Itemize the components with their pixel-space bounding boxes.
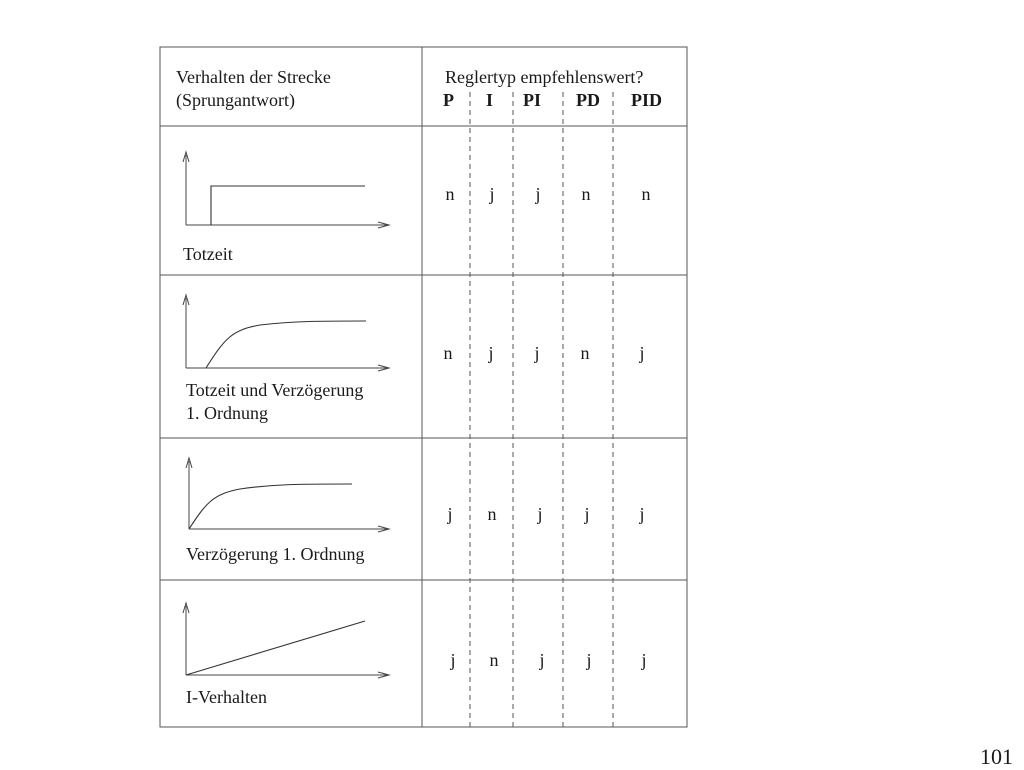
row-label: Totzeit: [183, 244, 233, 264]
header-controller-pd: PD: [576, 90, 600, 110]
header-behavior-title: Verhalten der Strecke: [176, 67, 331, 87]
header-controller-pid: PID: [631, 90, 662, 110]
page-number: 101: [980, 744, 1013, 769]
header-controller-title: Reglertyp empfehlenswert?: [445, 67, 644, 87]
recommendation-mark: j: [450, 650, 456, 670]
row-label: Totzeit und Verzögerung: [186, 380, 364, 400]
row-label: I-Verhalten: [186, 687, 267, 707]
recommendation-mark: j: [447, 504, 453, 524]
recommendation-mark: j: [639, 343, 645, 363]
row-label: Verzögerung 1. Ordnung: [186, 544, 365, 564]
row-label-line2: 1. Ordnung: [186, 403, 268, 423]
recommendation-mark: j: [535, 184, 541, 204]
ramp-integrator-icon: [183, 603, 389, 678]
recommendation-mark: j: [539, 650, 545, 670]
recommendation-mark: j: [534, 343, 540, 363]
recommendation-mark: j: [641, 650, 647, 670]
recommendation-mark: n: [445, 184, 455, 204]
header-behavior-subtitle: (Sprungantwort): [176, 90, 295, 110]
step-with-dead-time-icon: [183, 152, 389, 228]
recommendation-mark: j: [584, 504, 590, 524]
recommendation-mark: j: [489, 184, 495, 204]
recommendation-mark: n: [443, 343, 453, 363]
recommendation-mark: n: [489, 650, 499, 670]
recommendation-mark: n: [580, 343, 590, 363]
recommendation-mark: j: [639, 504, 645, 524]
header-controller-p: P: [443, 90, 454, 110]
header-controller-pi: PI: [523, 90, 541, 110]
header-controller-i: I: [486, 90, 494, 110]
recommendation-mark: j: [537, 504, 543, 524]
first-order-lag-icon: [186, 458, 389, 532]
recommendation-mark: n: [581, 184, 591, 204]
recommendation-mark: j: [586, 650, 592, 670]
recommendation-mark: j: [488, 343, 494, 363]
dead-time-first-order-lag-icon: [183, 295, 389, 371]
recommendation-mark: n: [641, 184, 651, 204]
recommendation-mark: n: [487, 504, 497, 524]
